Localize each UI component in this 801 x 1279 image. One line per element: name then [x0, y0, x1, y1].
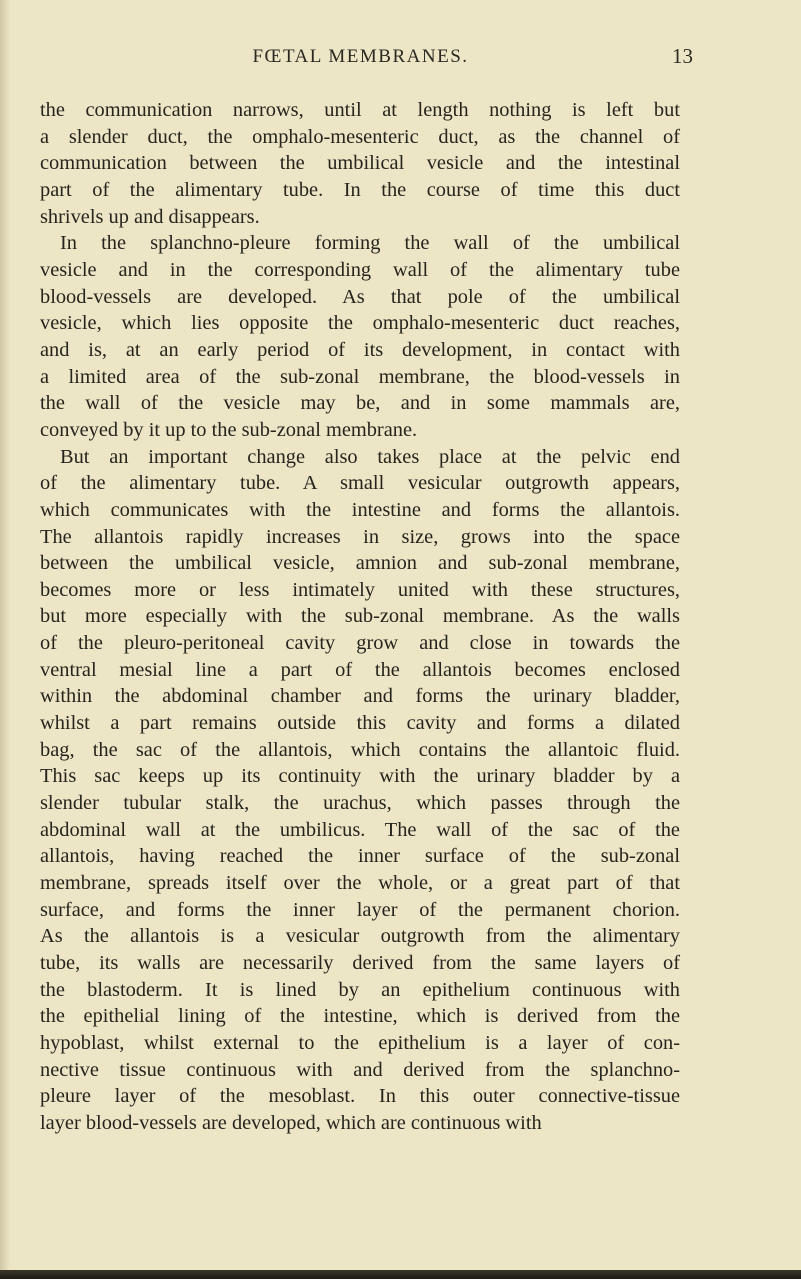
text-line: communication between the umbilical vesicle and the intestinal [40, 152, 680, 175]
paragraph [40, 97, 680, 230]
text-line: slender tubular stalk, the urachus, which passes through the [40, 792, 680, 815]
page-number: 13 [672, 44, 693, 68]
text-line: vesicle, which lies opposite the omphalo-mesenteric duct reaches, [40, 312, 680, 335]
text-line: In the splanchno-pleure forming the wall of the umbilical [60, 232, 680, 255]
text-line: within the abdominal chamber and forms the urinary bladder, [40, 685, 680, 708]
running-header-title: FŒTAL MEMBRANES. [252, 46, 469, 67]
text-line: blood-vessels are developed. As that pole of the umbilical [40, 285, 680, 308]
text-line: But an important change also takes place at the pelvic end [60, 445, 680, 468]
text-line: the blastoderm. It is lined by an epithelium continuous with [40, 978, 680, 1001]
text-line: a limited area of the sub-zonal membrane, the blood-vessels in [40, 365, 680, 388]
text-line: surface, and forms the inner layer of the permanent chorion. [40, 898, 680, 921]
paragraph [40, 230, 680, 443]
text-line: ventral mesial line a part of the allantois becomes enclosed [40, 658, 680, 681]
text-line: the wall of the vesicle may be, and in some mammals are, [40, 392, 680, 415]
text-line: the epithelial lining of the intestine, which is derived from the [40, 1005, 680, 1028]
text-line: and is, at an early period of its development, in contact with [40, 338, 680, 361]
text-line: which communicates with the intestine and forms the allantois. [40, 498, 680, 521]
text-line: pleure layer of the mesoblast. In this outer connective-tissue [40, 1085, 680, 1108]
text-line: shrivels up and disappears. [40, 205, 260, 228]
text-line: tube, its walls are necessarily derived from the same layers of [40, 952, 680, 974]
text-line: becomes more or less intimately united with these structures, [40, 578, 680, 601]
text-line: allantois, having reached the inner surface of the sub-zonal [40, 845, 680, 868]
text-line: The allantois rapidly increases in size, grows into the space [40, 525, 680, 548]
text-line: conveyed by it up to the sub-zonal membrane. [40, 418, 418, 441]
text-line: between the umbilical vesicle, amnion and sub-zonal membrane, [40, 552, 680, 575]
text-line: hypoblast, whilst external to the epithelium is a layer of con- [40, 1031, 680, 1054]
text-line: vesicle and in the corresponding wall of the alimentary tube [40, 258, 680, 281]
page-gutter-shadow [0, 0, 10, 1279]
text-line: of the alimentary tube. A small vesicular outgrowth appears, [40, 472, 680, 495]
running-header [28, 46, 693, 76]
text-line: a slender duct, the omphalo-mesenteric duct, as the channel of [40, 125, 680, 148]
text-line: whilst a part remains outside this cavity and forms a dilated [40, 712, 680, 735]
text-line: part of the alimentary tube. In the course of time this duct [40, 178, 680, 201]
body-text [40, 97, 680, 1137]
text-line: the communication narrows, until at length nothing is left but [40, 99, 680, 121]
text-line: layer blood-vessels are developed, which are continuous with [40, 1111, 542, 1134]
text-line: of the pleuro-peritoneal cavity grow and close in towards the [40, 632, 680, 655]
text-line: abdominal wall at the umbilicus. The wall of the sac of the [40, 818, 680, 841]
text-line: bag, the sac of the allantois, which contains the allantoic fluid. [40, 738, 680, 761]
text-line: membrane, spreads itself over the whole, or a great part of that [40, 872, 680, 895]
text-line: but more especially with the sub-zonal membrane. As the walls [40, 605, 680, 628]
paragraph [40, 444, 680, 1137]
text-line: As the allantois is a vesicular outgrowth from the alimentary [40, 925, 680, 948]
text-line: nective tissue continuous with and derived from the splanchno- [40, 1058, 680, 1081]
page-bottom-edge [0, 1270, 801, 1279]
text-line: This sac keeps up its continuity with the urinary bladder by a [40, 765, 680, 788]
